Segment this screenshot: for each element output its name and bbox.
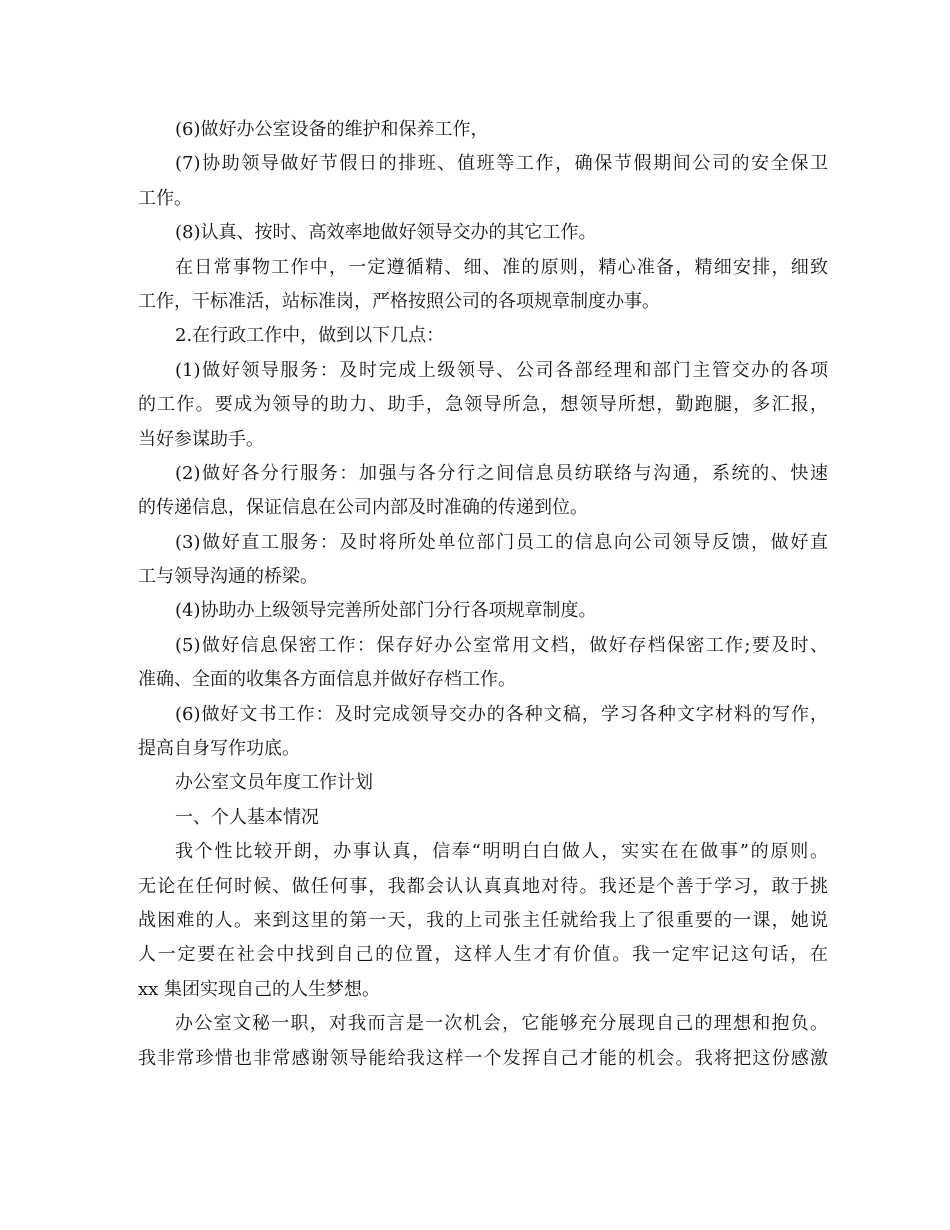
text-line: 2.在行政工作中，做到以下几点： xyxy=(175,325,445,347)
text-line: (1)做好领导服务：及时完成上级领导、公司各部经理和部门主管交办的各项 xyxy=(175,359,828,381)
text-line: 无论在任何时候、做任何事，我都会认认真真地对待。我还是个善于学习，敢于挑 xyxy=(138,875,828,897)
text-line: 工作，干标准活，站标准岗，严格按照公司的各项规章制度办事。 xyxy=(138,290,660,312)
text-line: 在日常事物工作中，一定遵循精、细、准的原则，精心准备，精细安排，细致 xyxy=(175,256,828,278)
text-line: 的工作。要成为领导的助力、助手，急领导所急，想领导所想，勤跑腿，多汇报， xyxy=(138,394,828,416)
text-line: 办公室文员年度工作计划 xyxy=(175,772,373,794)
text-line: 人一定要在社会中找到自己的位置，这样人生才有价值。我一定牢记这句话，在 xyxy=(138,944,828,966)
text-line: 办公室文秘一职，对我而言是一次机会，它能够充分展现自己的理想和抱负。 xyxy=(175,1013,828,1035)
text-line: 提高自身写作功底。 xyxy=(138,738,300,760)
document-body xyxy=(138,113,828,1076)
text-line: 工作。 xyxy=(138,187,192,209)
text-line: xx 集团实现自己的人生梦想。 xyxy=(138,978,381,1000)
text-line: (2)做好各分行服务：加强与各分行之间信息员纺联络与沟通，系统的、快速 xyxy=(175,462,828,484)
text-line: (4)协助办上级领导完善所处部门分行各项规章制度。 xyxy=(175,600,597,622)
text-line: 一、个人基本情况 xyxy=(175,806,319,828)
text-line: 战困难的人。来到这里的第一天，我的上司张主任就给我上了很重要的一课，她说 xyxy=(138,909,828,931)
text-line: 当好参谋助手。 xyxy=(138,428,264,450)
text-line: 我非常珍惜也非常感谢领导能给我这样一个发挥自己才能的机会。我将把这份感激 xyxy=(138,1047,828,1069)
text-line: 的传递信息，保证信息在公司内部及时准确的传递到位。 xyxy=(138,497,588,519)
text-line: (6)做好办公室设备的维护和保养工作， xyxy=(175,119,489,140)
text-line: (5)做好信息保密工作：保存好办公室常用文档，做好存档保密工作;要及时、 xyxy=(175,634,828,656)
text-line: (8)认真、按时、高效率地做好领导交办的其它工作。 xyxy=(175,222,597,244)
text-line: (7)协助领导做好节假日的排班、值班等工作，确保节假期间公司的安全保卫 xyxy=(175,153,828,175)
text-line: (6)做好文书工作：及时完成领导交办的各种文稿，学习各种文字材料的写作， xyxy=(175,703,828,725)
text-line: 工与领导沟通的桥梁。 xyxy=(138,566,318,588)
text-line: 准确、全面的收集各方面信息并做好存档工作。 xyxy=(138,669,516,691)
text-line: (3)做好直工服务：及时将所处单位部门员工的信息向公司领导反馈，做好直 xyxy=(175,531,828,553)
text-line: 我个性比较开朗，办事认真，信奉“明明白白做人，实实在在做事”的原则。 xyxy=(175,841,828,863)
